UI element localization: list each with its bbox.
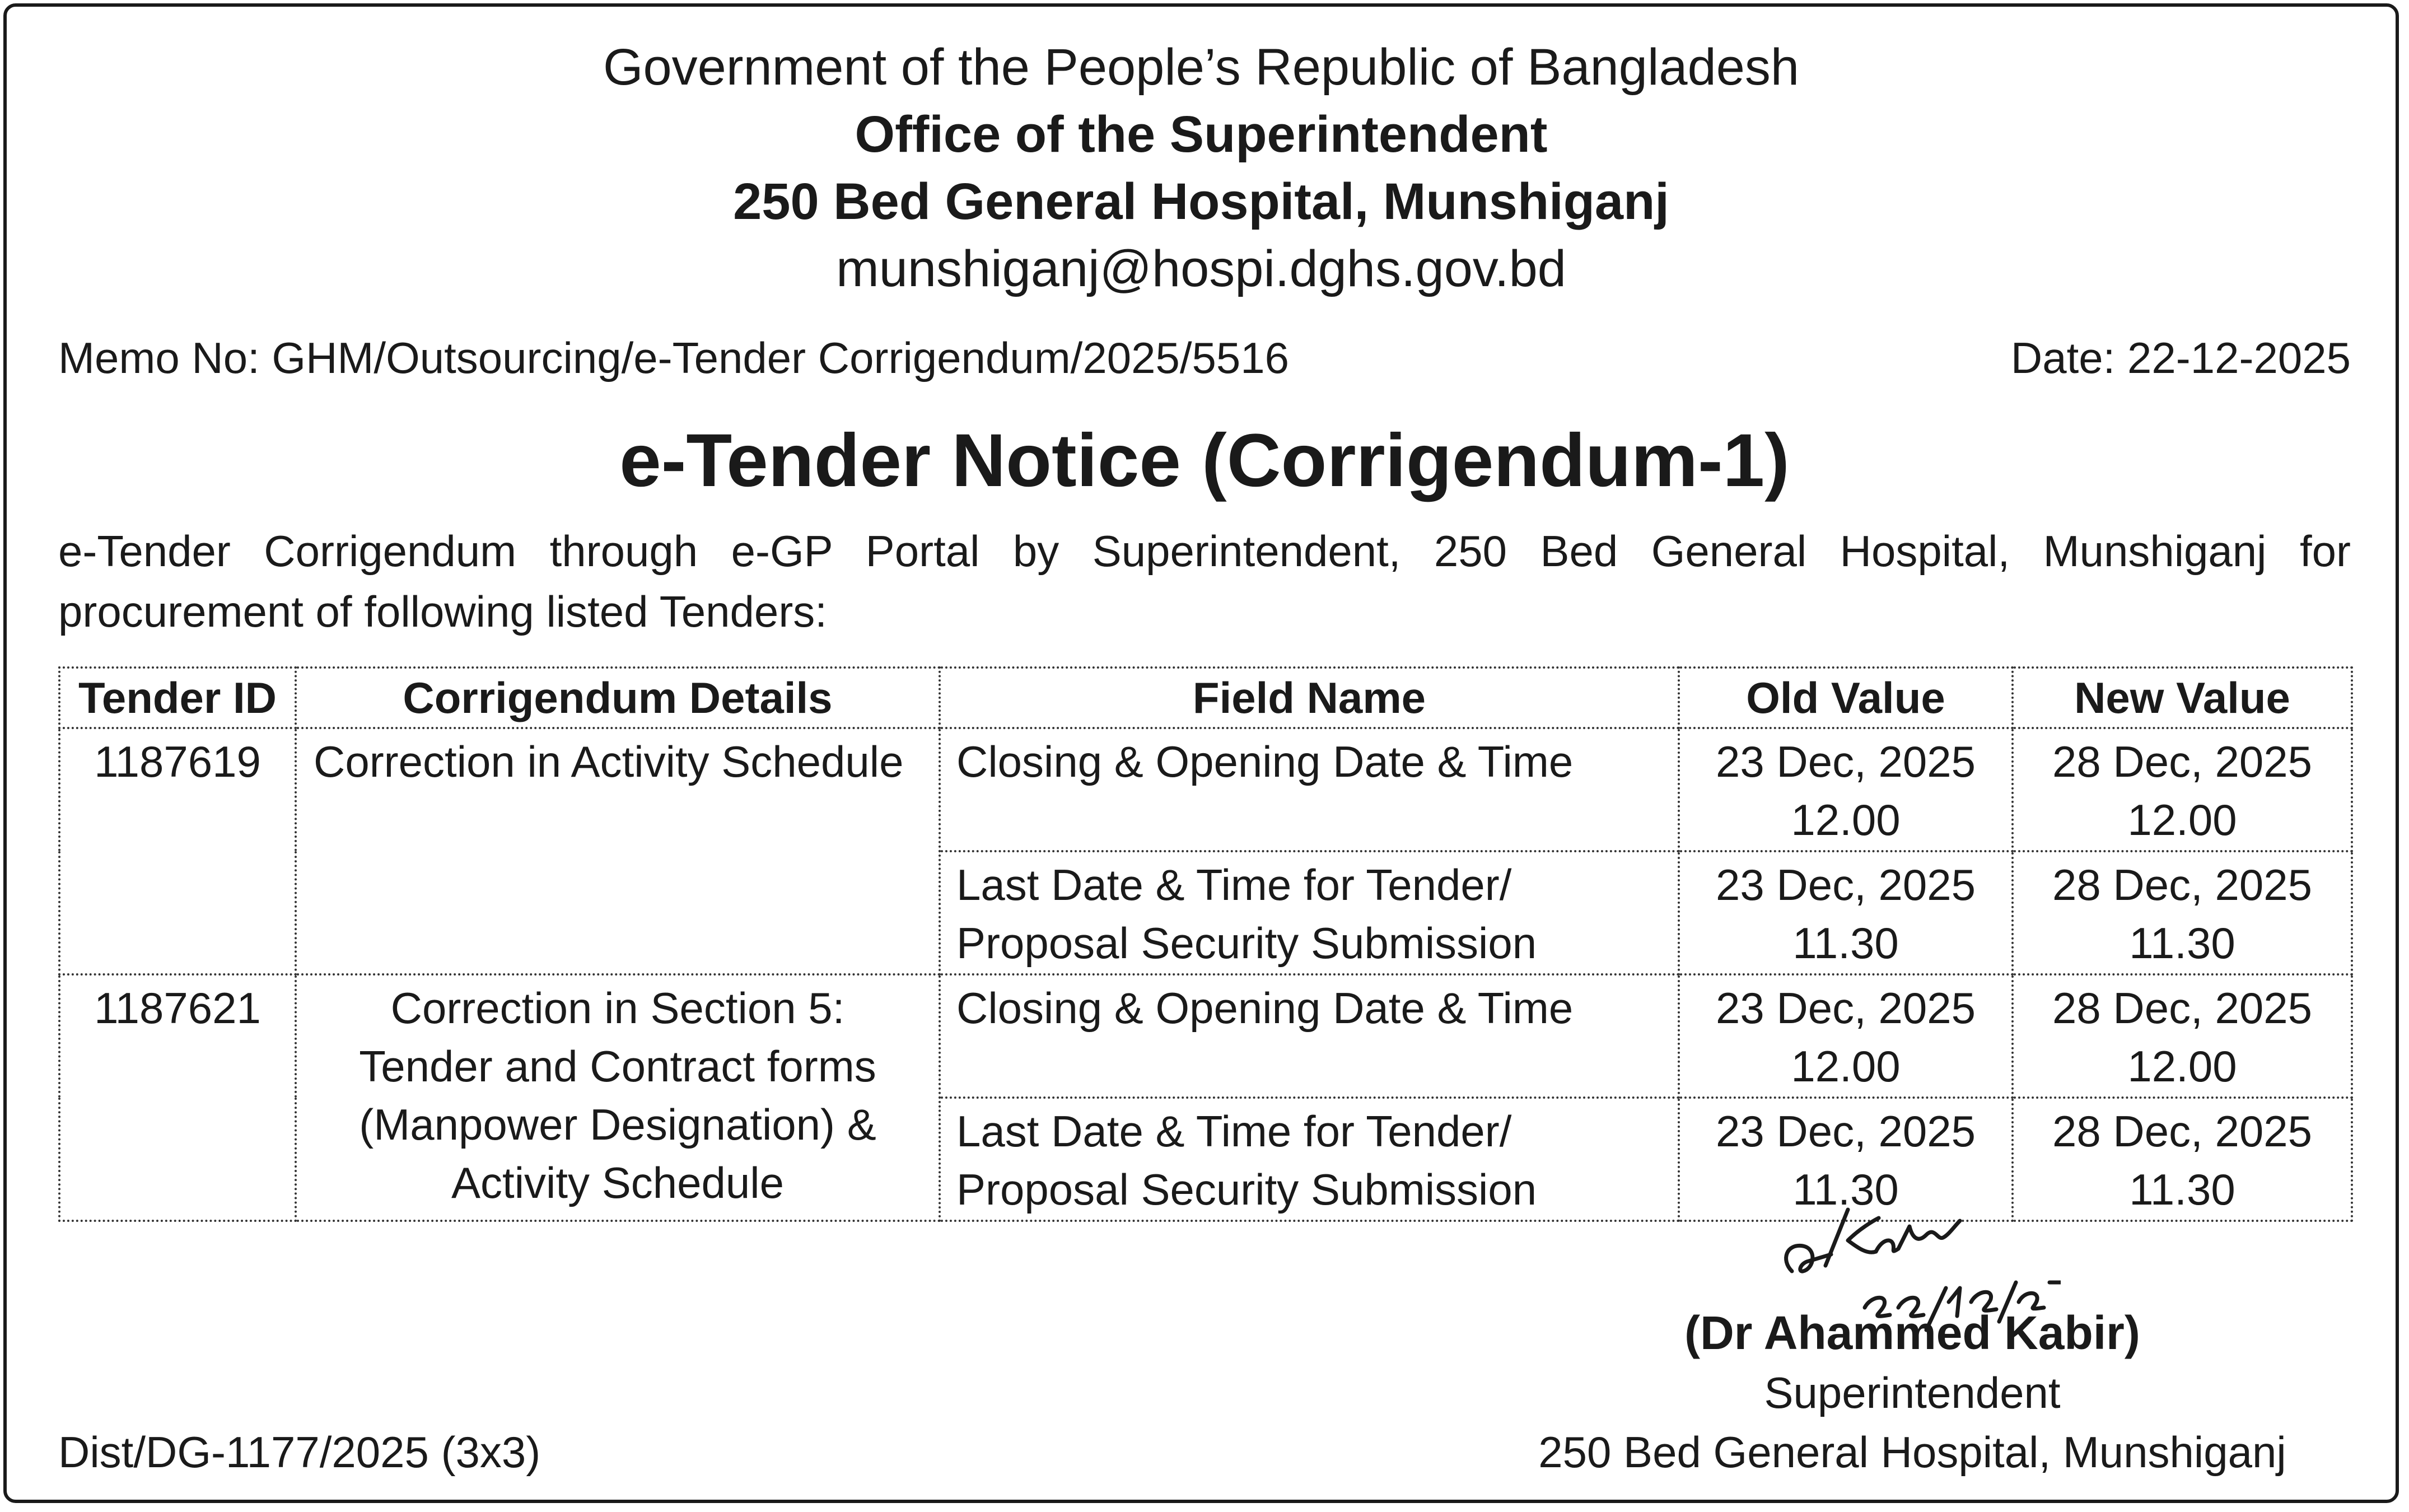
old-time: 11.30 (1792, 1165, 1899, 1214)
new-date: 28 Dec, 2025 (2052, 860, 2312, 909)
old-value-cell (1679, 728, 2013, 851)
old-date: 23 Dec, 2025 (1715, 737, 1976, 786)
new-date: 28 Dec, 2025 (2052, 737, 2312, 786)
new-value-cell (2013, 851, 2352, 974)
old-date: 23 Dec, 2025 (1715, 1107, 1976, 1156)
signer-title: Superintendent (1764, 1368, 2061, 1417)
header-corrigendum-details: Corrigendum Details (296, 668, 940, 728)
corrigendum-details-cell: Correction in Activity Schedule (296, 728, 940, 974)
details-line: Correction in Section 5: (390, 983, 845, 1033)
details-line: Activity Schedule (451, 1158, 784, 1207)
tender-id-cell: 1187619 (59, 728, 296, 974)
old-time: 12.00 (1791, 1042, 1901, 1091)
memo-number: Memo No: GHM/Outsourcing/e-Tender Corrigendum/2025/5516 (58, 333, 1290, 382)
new-time: 12.00 (2127, 1042, 2237, 1091)
new-time: 11.30 (2129, 1165, 2235, 1214)
notice-intro: e-Tender Corrigendum through e-GP Portal by Superintendent, 250 Bed General Hospital, Munshiganj for procurement of following listed Tenders: (58, 526, 2351, 636)
new-date: 28 Dec, 2025 (2052, 1107, 2312, 1156)
details-line: (Manpower Designation) & (359, 1100, 876, 1149)
signer-name: (Dr Ahammed Kabir) (1684, 1306, 2140, 1359)
header-old-value: Old Value (1679, 668, 2013, 728)
notice-title: e-Tender Notice (Corrigendum-1) (619, 419, 1790, 502)
field-name-cell: Closing & Opening Date & Time (940, 728, 1679, 851)
old-value-cell (1679, 851, 2013, 974)
signer-office: 250 Bed General Hospital, Munshiganj (1538, 1427, 2286, 1477)
header-field-name: Field Name (940, 668, 1679, 728)
corrigendum-details-cell (296, 974, 940, 1221)
tender-table (58, 666, 2353, 1222)
table-row (59, 728, 2352, 851)
distribution-number: Dist/DG-1177/2025 (3x3) (58, 1427, 541, 1477)
old-time: 12.00 (1791, 795, 1901, 844)
header-new-value: New Value (2013, 668, 2352, 728)
field-name-cell (940, 1098, 1679, 1221)
new-value-cell (2013, 1098, 2352, 1221)
new-value-cell (2013, 974, 2352, 1098)
old-date: 23 Dec, 2025 (1715, 983, 1976, 1033)
field-name-cell: Closing & Opening Date & Time (940, 974, 1679, 1098)
table-header-row (59, 668, 2352, 728)
field-name-line: Proposal Security Submission (956, 918, 1537, 968)
office-line: Office of the Superintendent (855, 106, 1548, 163)
new-time: 12.00 (2127, 795, 2237, 844)
field-name-line: Proposal Security Submission (956, 1165, 1537, 1214)
table-row (59, 974, 2352, 1098)
new-time: 11.30 (2129, 918, 2235, 968)
email-line: munshiganj@hospi.dghs.gov.bd (836, 240, 1566, 297)
field-name-cell (940, 851, 1679, 974)
old-value-cell (1679, 974, 2013, 1098)
field-name-line: Last Date & Time for Tender/ (956, 860, 1512, 909)
old-time: 11.30 (1792, 918, 1899, 968)
memo-date: Date: 22-12-2025 (2010, 333, 2351, 382)
old-date: 23 Dec, 2025 (1715, 860, 1976, 909)
header-tender-id: Tender ID (59, 668, 296, 728)
details-line: Tender and Contract forms (359, 1042, 876, 1091)
new-value-cell (2013, 728, 2352, 851)
hospital-line: 250 Bed General Hospital, Munshiganj (733, 173, 1669, 230)
new-date: 28 Dec, 2025 (2052, 983, 2312, 1033)
government-line: Government of the People’s Republic of Bangladesh (603, 39, 1800, 96)
tender-id-cell: 1187621 (59, 974, 296, 1221)
field-name-line: Last Date & Time for Tender/ (956, 1107, 1512, 1156)
